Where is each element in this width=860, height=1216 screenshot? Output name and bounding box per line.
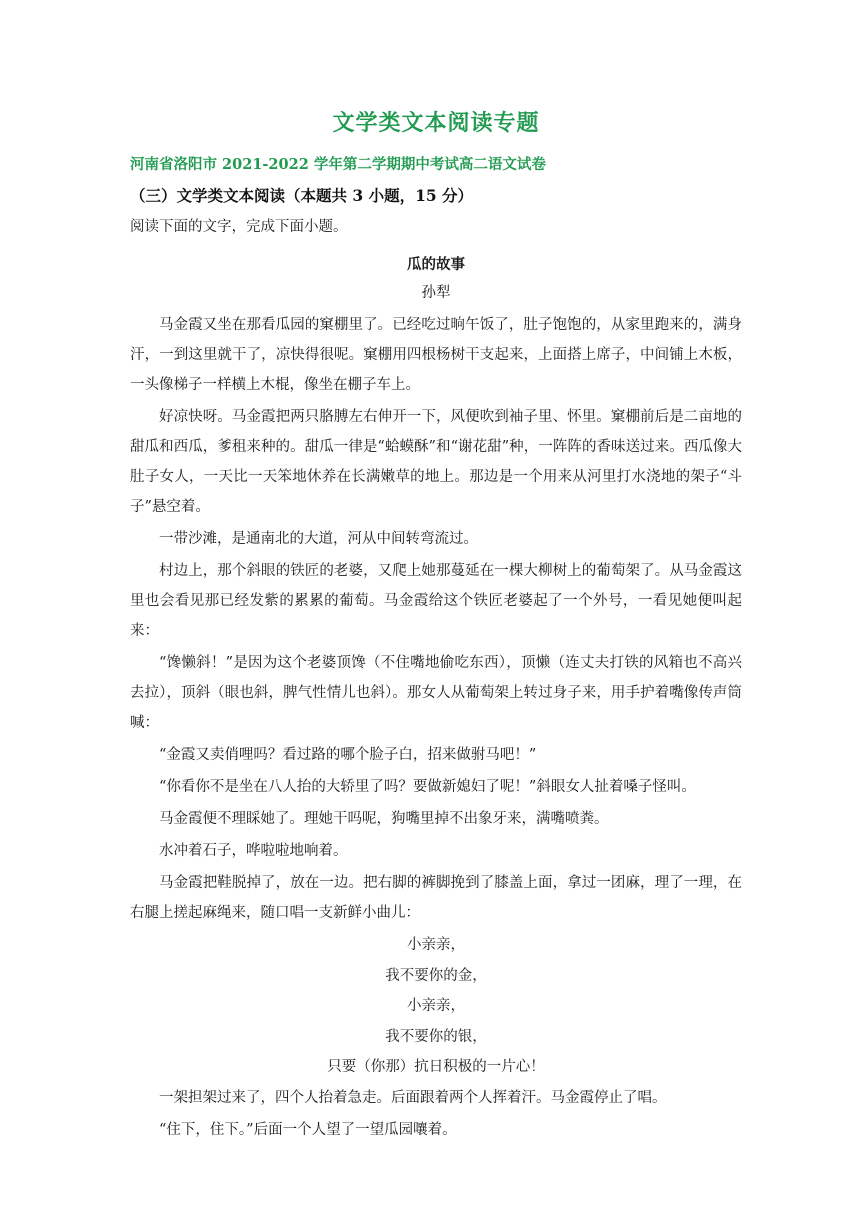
- paragraph: 马金霞又坐在那看瓜园的窠棚里了。已经吃过晌午饭了，肚子饱饱的，从家里跑来的，满身汗，一到这里就干了，凉快得很呢。窠棚用四根杨树干支起来，上面搭上席子，中间铺上木板，一头像梯子一样横上木棍，像坐在棚子车上。: [130, 317, 742, 393]
- poem-line: 只要（你那）抗日积极的一片心！: [327, 1059, 545, 1075]
- paragraph: “你看你不是坐在八人抬的大轿里了吗？要做新媳妇了呢！”斜眼女人扯着嗓子怪叫。: [159, 779, 696, 795]
- poem-line: 我不要你的银，: [385, 1028, 487, 1045]
- poem: [130, 930, 742, 1083]
- paragraph: “金霞又卖俏哩吗？看过路的哪个脸子白，招来做驸马吧！”: [159, 747, 537, 763]
- poem-line: 我不要你的金，: [385, 967, 487, 984]
- document-title: 文学类文本阅读专题: [332, 110, 540, 136]
- instruction: 阅读下面的文字，完成下面小题。: [130, 219, 348, 235]
- poem-line: 小亲亲，: [407, 998, 465, 1014]
- paragraph: “住下，住下。”后面一个人望了一望瓜园嚷着。: [159, 1121, 457, 1138]
- paragraph: 一架担架过来了，四个人抬着急走。后面跟着两个人挥着汗。马金霞停止了唱。: [159, 1089, 667, 1106]
- paragraph: 水冲着石子，哗啦啦地响着。: [159, 843, 348, 859]
- story-title: 瓜的故事: [407, 256, 465, 273]
- author: 孙犁: [421, 285, 451, 301]
- poem-line: 小亲亲，: [407, 937, 465, 953]
- exam-source: 河南省洛阳市 2021-2022 学年第二学期期中考试高二语文试卷: [130, 156, 546, 173]
- paragraph: 一带沙滩，是通南北的大道，河从中间转弯流过。: [159, 531, 478, 547]
- section-heading: （三）文学类文本阅读（本题共 3 小题，15 分）: [130, 186, 474, 205]
- paragraph: 马金霞便不理睬她了。理她干吗呢，狗嘴里掉不出象牙来，满嘴喷粪。: [159, 811, 609, 827]
- paragraph: 好凉快呀。马金霞把两只胳膊左右伸开一下，风便吹到袖子里、怀里。窠棚前后是二亩地的甜瓜和西瓜，爹租来种的。甜瓜一律是“蛤蟆酥”和“谢花甜”种，一阵阵的香味送过来。西瓜像大肚子女人，一天比一天笨地休养在长满嫩草的地上。那边是一个用来从河里打水浇地的架子“斗子”悬空着。: [130, 409, 742, 515]
- paragraph: “馋懒斜！”是因为这个老婆顶馋（不住嘴地偷吃东西），顶懒（连丈夫打铁的风箱也不高兴去拉），顶斜（眼也斜，脾气性情儿也斜）。那女人从葡萄架上转过身子来，用手护着嘴像传声筒喊：: [130, 655, 742, 731]
- paragraph: 马金霞把鞋脱掉了，放在一边。把右脚的裤脚挽到了膝盖上面，拿过一团麻，理了一理，在右腿上搓起麻绳来，随口唱一支新鲜小曲儿：: [130, 875, 742, 921]
- paragraph: 村边上，那个斜眼的铁匠的老婆，又爬上她那蔓延在一棵大柳树上的葡萄架了。从马金霞这里也会看见那已经发紫的累累的葡萄。马金霞给这个铁匠老婆起了一个外号，一看见她便叫起来：: [130, 563, 742, 639]
